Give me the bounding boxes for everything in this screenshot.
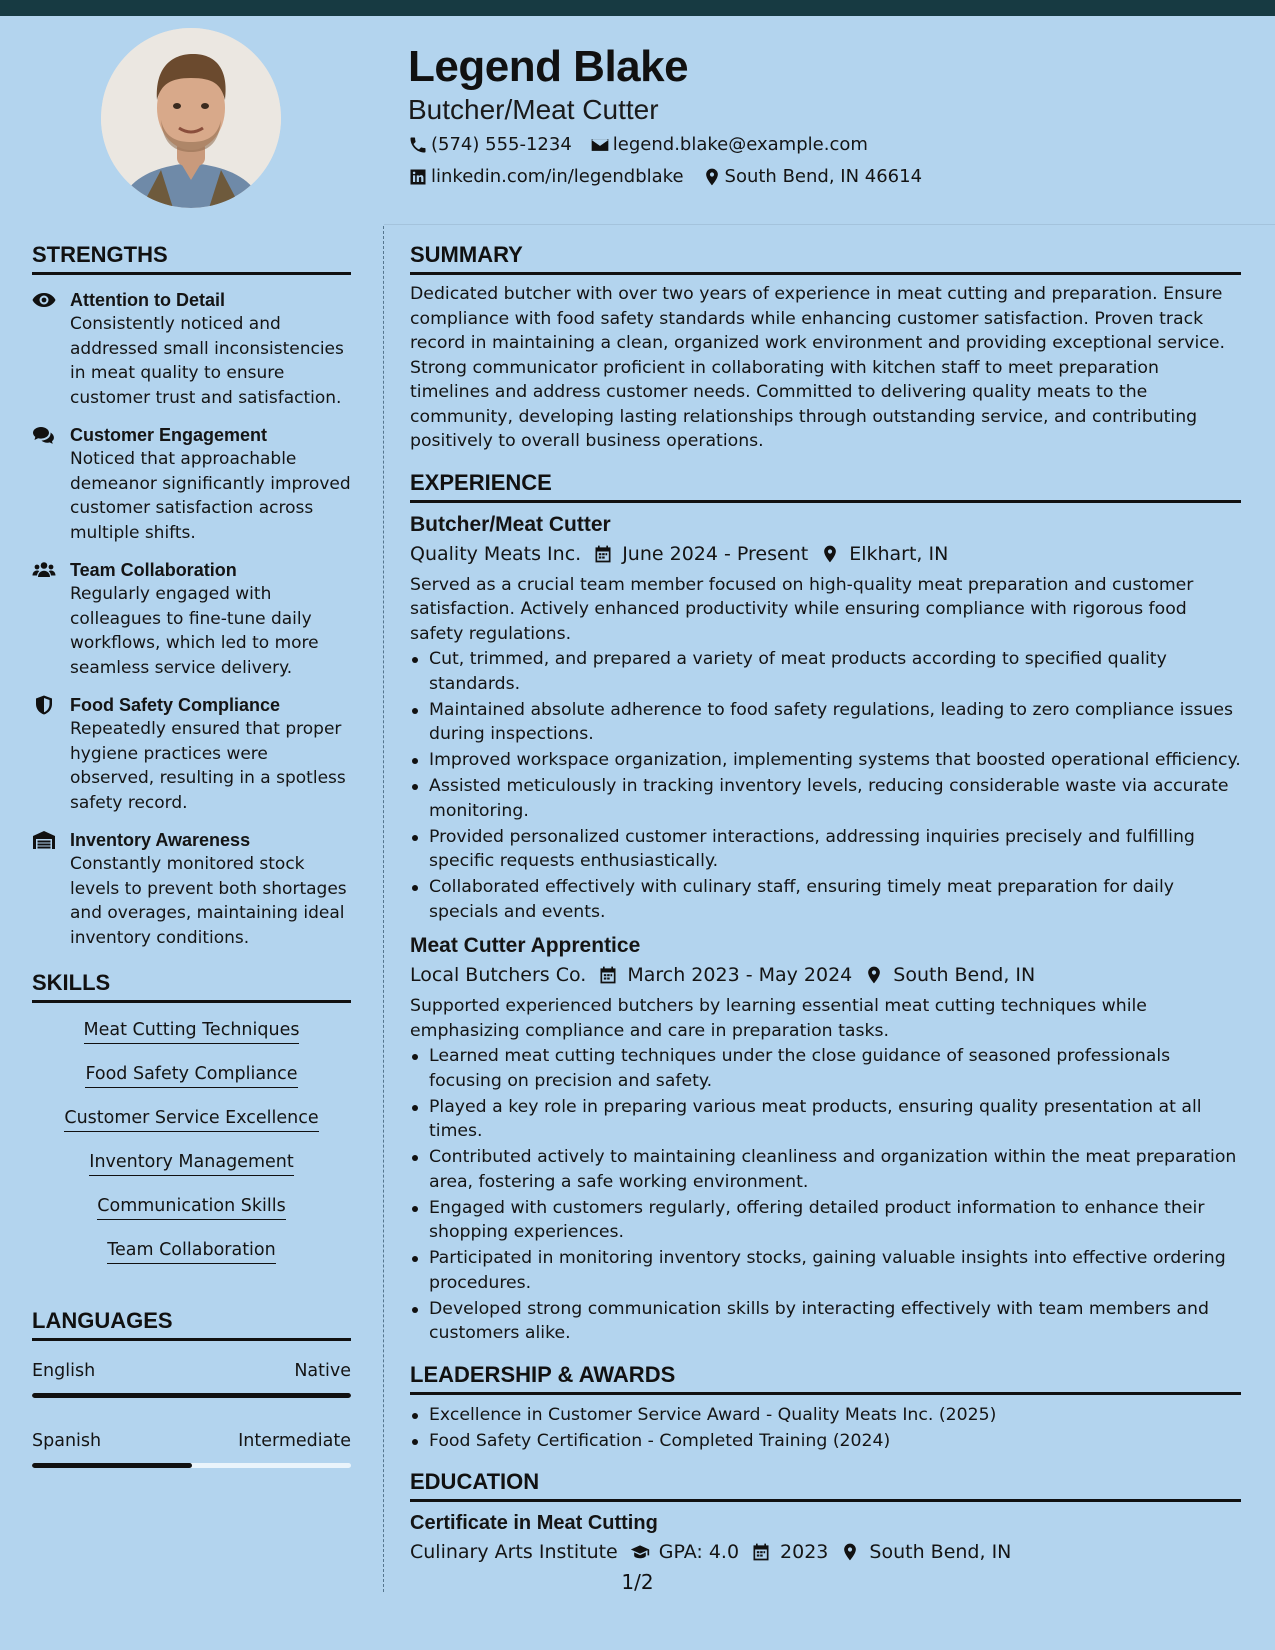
job-description: Supported experienced butchers by learning essential meat cutting techniques while emphasizing compliance and care in preparation tasks. (410, 996, 1147, 1041)
phone-icon (408, 135, 428, 155)
experience-heading: EXPERIENCE (410, 470, 1241, 503)
language-proficiency-fill (32, 1393, 351, 1398)
job-bullet: Provided personalized customer interactions, addressing inquiries precisely and fulfilling specific requests enthusiastically. (410, 825, 1241, 874)
job-location (820, 543, 948, 565)
phone-contact[interactable] (408, 134, 572, 155)
linkedin-icon (408, 167, 428, 187)
column-divider (383, 226, 384, 1592)
job-bullet: Cut, trimmed, and prepared a variety of meat products according to specified quality standards. (410, 647, 1241, 696)
education-location (840, 1541, 1011, 1563)
education-heading: EDUCATION (410, 1469, 1241, 1502)
job-bullet: Assisted meticulously in tracking inventory levels, reducing considerable waste via accurate monitoring. (410, 774, 1241, 823)
job-dates (593, 543, 808, 565)
job-bullet: Contributed actively to maintaining cleanliness and organization within the meat preparation area, fostering a safe working environment. (410, 1145, 1241, 1194)
contact-row-1 (408, 134, 886, 155)
shield-icon (32, 695, 56, 715)
map-pin-icon (820, 544, 840, 564)
strength-desc: Constantly monitored stock levels to prevent both shortages and overages, maintaining ideal inventory conditions. (70, 854, 347, 948)
strength-title: Customer Engagement (70, 425, 268, 445)
job-entry (410, 513, 1241, 925)
job-bullet: Played a key role in preparing various meat products, ensuring quality presentation at all times. (410, 1095, 1241, 1144)
skill-tag: Inventory Management (89, 1151, 293, 1176)
page-number: 1/2 (621, 1570, 654, 1594)
job-bullet: Engaged with customers regularly, offering detailed product information to enhance their shopping experiences. (410, 1196, 1241, 1245)
job-bullet: Participated in monitoring inventory stocks, gaining valuable insights into effective ordering procedures. (410, 1246, 1241, 1295)
language-item (32, 1431, 351, 1468)
contact-row-2 (408, 166, 940, 187)
comments-icon (32, 425, 56, 445)
languages-heading: LANGUAGES (32, 1308, 351, 1341)
job-location (864, 964, 1035, 986)
job-dates-text: March 2023 - May 2024 (627, 964, 853, 986)
skill-tag: Food Safety Compliance (85, 1063, 297, 1088)
language-name: Spanish (32, 1431, 102, 1451)
job-bullet: Collaborated effectively with culinary staff, ensuring timely meat preparation for daily specials and events. (410, 875, 1241, 924)
skill-tag: Team Collaboration (107, 1239, 275, 1264)
language-proficiency-fill (32, 1463, 192, 1468)
strength-item (32, 288, 351, 410)
warehouse-icon (32, 830, 56, 850)
skills-heading: SKILLS (32, 970, 351, 1003)
job-meta (410, 543, 1241, 565)
strength-item (32, 828, 351, 950)
award-item: Excellence in Customer Service Award - Quality Meats Inc. (2025) (410, 1403, 1241, 1428)
top-accent-bar (0, 0, 1275, 16)
job-dates-text: June 2024 - Present (622, 542, 809, 565)
strength-desc: Repeatedly ensured that proper hygiene practices were observed, resulting in a spotless safety record. (70, 719, 346, 813)
users-icon (32, 560, 56, 580)
skill-tag: Customer Service Excellence (64, 1107, 318, 1132)
education-section (410, 1469, 1241, 1563)
location-text: South Bend, IN 46614 (724, 166, 923, 187)
summary-text: Dedicated butcher with over two years of experience in meat cutting and preparation. Ensure compliance with food safety standards while enhancing customer satisfaction. Proven track record in maintaining a clean, organized work environment and providing exceptional service. Strong communicator proficient in collaborating with kitchen staff to meet preparation timelines and address customer needs. Committed to delivering quality meats to the community, developing lasting relationships through outstanding service, and contributing positively to overall business operations. (410, 284, 1225, 451)
eye-icon (32, 290, 56, 310)
job-bullet: Maintained absolute adherence to food safety regulations, leading to zero compliance issues during inspections. (410, 698, 1241, 747)
envelope-icon (590, 135, 610, 155)
job-location-text: Elkhart, IN (849, 542, 949, 565)
experience-section (410, 470, 1241, 1346)
linkedin-text: linkedin.com/in/legendblake (431, 166, 684, 187)
skill-tag: Meat Cutting Techniques (84, 1019, 300, 1044)
award-item: Food Safety Certification - Completed Training (2024) (410, 1429, 1241, 1454)
language-level: Intermediate (238, 1431, 351, 1451)
awards-section (410, 1362, 1241, 1454)
strength-title: Food Safety Compliance (70, 695, 281, 715)
strength-title: Attention to Detail (70, 290, 225, 310)
education-year (751, 1541, 828, 1563)
strength-desc: Consistently noticed and addressed small inconsistencies in meat quality to ensure customer trust and satisfaction. (70, 314, 344, 408)
job-bullet: Developed strong communication skills by interacting effectively with team members and customers alike. (410, 1297, 1241, 1346)
job-title: Butcher/Meat Cutter (410, 512, 611, 536)
graduation-cap-icon (630, 1542, 650, 1562)
right-column (410, 242, 1241, 1563)
phone-text: (574) 555-1234 (431, 134, 572, 155)
profile-photo (101, 28, 281, 208)
language-proficiency-bar (32, 1393, 351, 1398)
job-bullets (410, 647, 1241, 924)
language-name: English (32, 1361, 96, 1381)
job-location-text: South Bend, IN (893, 964, 1036, 986)
job-company: Local Butchers Co. (410, 964, 587, 986)
location-contact (702, 166, 923, 187)
summary-heading: SUMMARY (410, 242, 1241, 275)
job-title: Meat Cutter Apprentice (410, 934, 641, 957)
education-location-text: South Bend, IN (869, 1541, 1012, 1563)
job-description: Served as a crucial team member focused on high-quality meat preparation and customer satisfaction. Actively enhanced productivity while ensuring compliance with rigorous food safety regulations. (410, 574, 1194, 644)
strength-desc: Noticed that approachable demeanor significantly improved customer satisfaction across multiple shifts. (70, 449, 351, 543)
strengths-heading: STRENGTHS (32, 242, 351, 275)
skills-list (32, 1019, 351, 1264)
education-school: Culinary Arts Institute (410, 1541, 618, 1563)
job-company: Quality Meats Inc. (410, 542, 582, 565)
strength-title: Team Collaboration (70, 560, 237, 580)
header-divider (384, 224, 1275, 225)
language-proficiency-bar (32, 1463, 351, 1468)
strength-title: Inventory Awareness (70, 830, 251, 850)
job-bullets (410, 1044, 1241, 1346)
linkedin-contact[interactable] (408, 166, 684, 187)
calendar-icon (598, 965, 618, 985)
language-item (32, 1361, 351, 1398)
map-pin-icon (840, 1542, 860, 1562)
map-pin-icon (702, 167, 722, 187)
education-gpa-text: GPA: 4.0 (658, 1541, 740, 1563)
job-bullet: Improved workspace organization, implementing systems that boosted operational efficiency. (410, 748, 1241, 773)
education-gpa (630, 1541, 739, 1563)
candidate-name: Legend Blake (408, 42, 689, 91)
job-bullet: Learned meat cutting techniques under the close guidance of seasoned professionals focusing on precision and safety. (410, 1044, 1241, 1093)
education-degree: Certificate in Meat Cutting (410, 1512, 658, 1534)
education-meta (410, 1541, 1241, 1563)
awards-list (410, 1403, 1241, 1454)
strength-item (32, 423, 351, 545)
skill-tag: Communication Skills (97, 1195, 285, 1220)
job-dates (598, 964, 852, 986)
email-text: legend.blake@example.com (612, 134, 868, 155)
left-column (32, 242, 351, 1468)
job-entry (410, 934, 1241, 1346)
candidate-title: Butcher/Meat Cutter (408, 94, 659, 125)
education-year-text: 2023 (780, 1541, 829, 1563)
strength-item (32, 558, 351, 680)
email-contact[interactable] (590, 134, 868, 155)
map-pin-icon (864, 965, 884, 985)
strength-item (32, 693, 351, 815)
job-meta (410, 964, 1241, 986)
calendar-icon (751, 1542, 771, 1562)
language-level: Native (294, 1361, 351, 1381)
strength-desc: Regularly engaged with colleagues to fine-tune daily workflows, which led to more seamless service delivery. (70, 584, 319, 678)
calendar-icon (593, 544, 613, 564)
awards-heading: LEADERSHIP & AWARDS (410, 1362, 1241, 1395)
